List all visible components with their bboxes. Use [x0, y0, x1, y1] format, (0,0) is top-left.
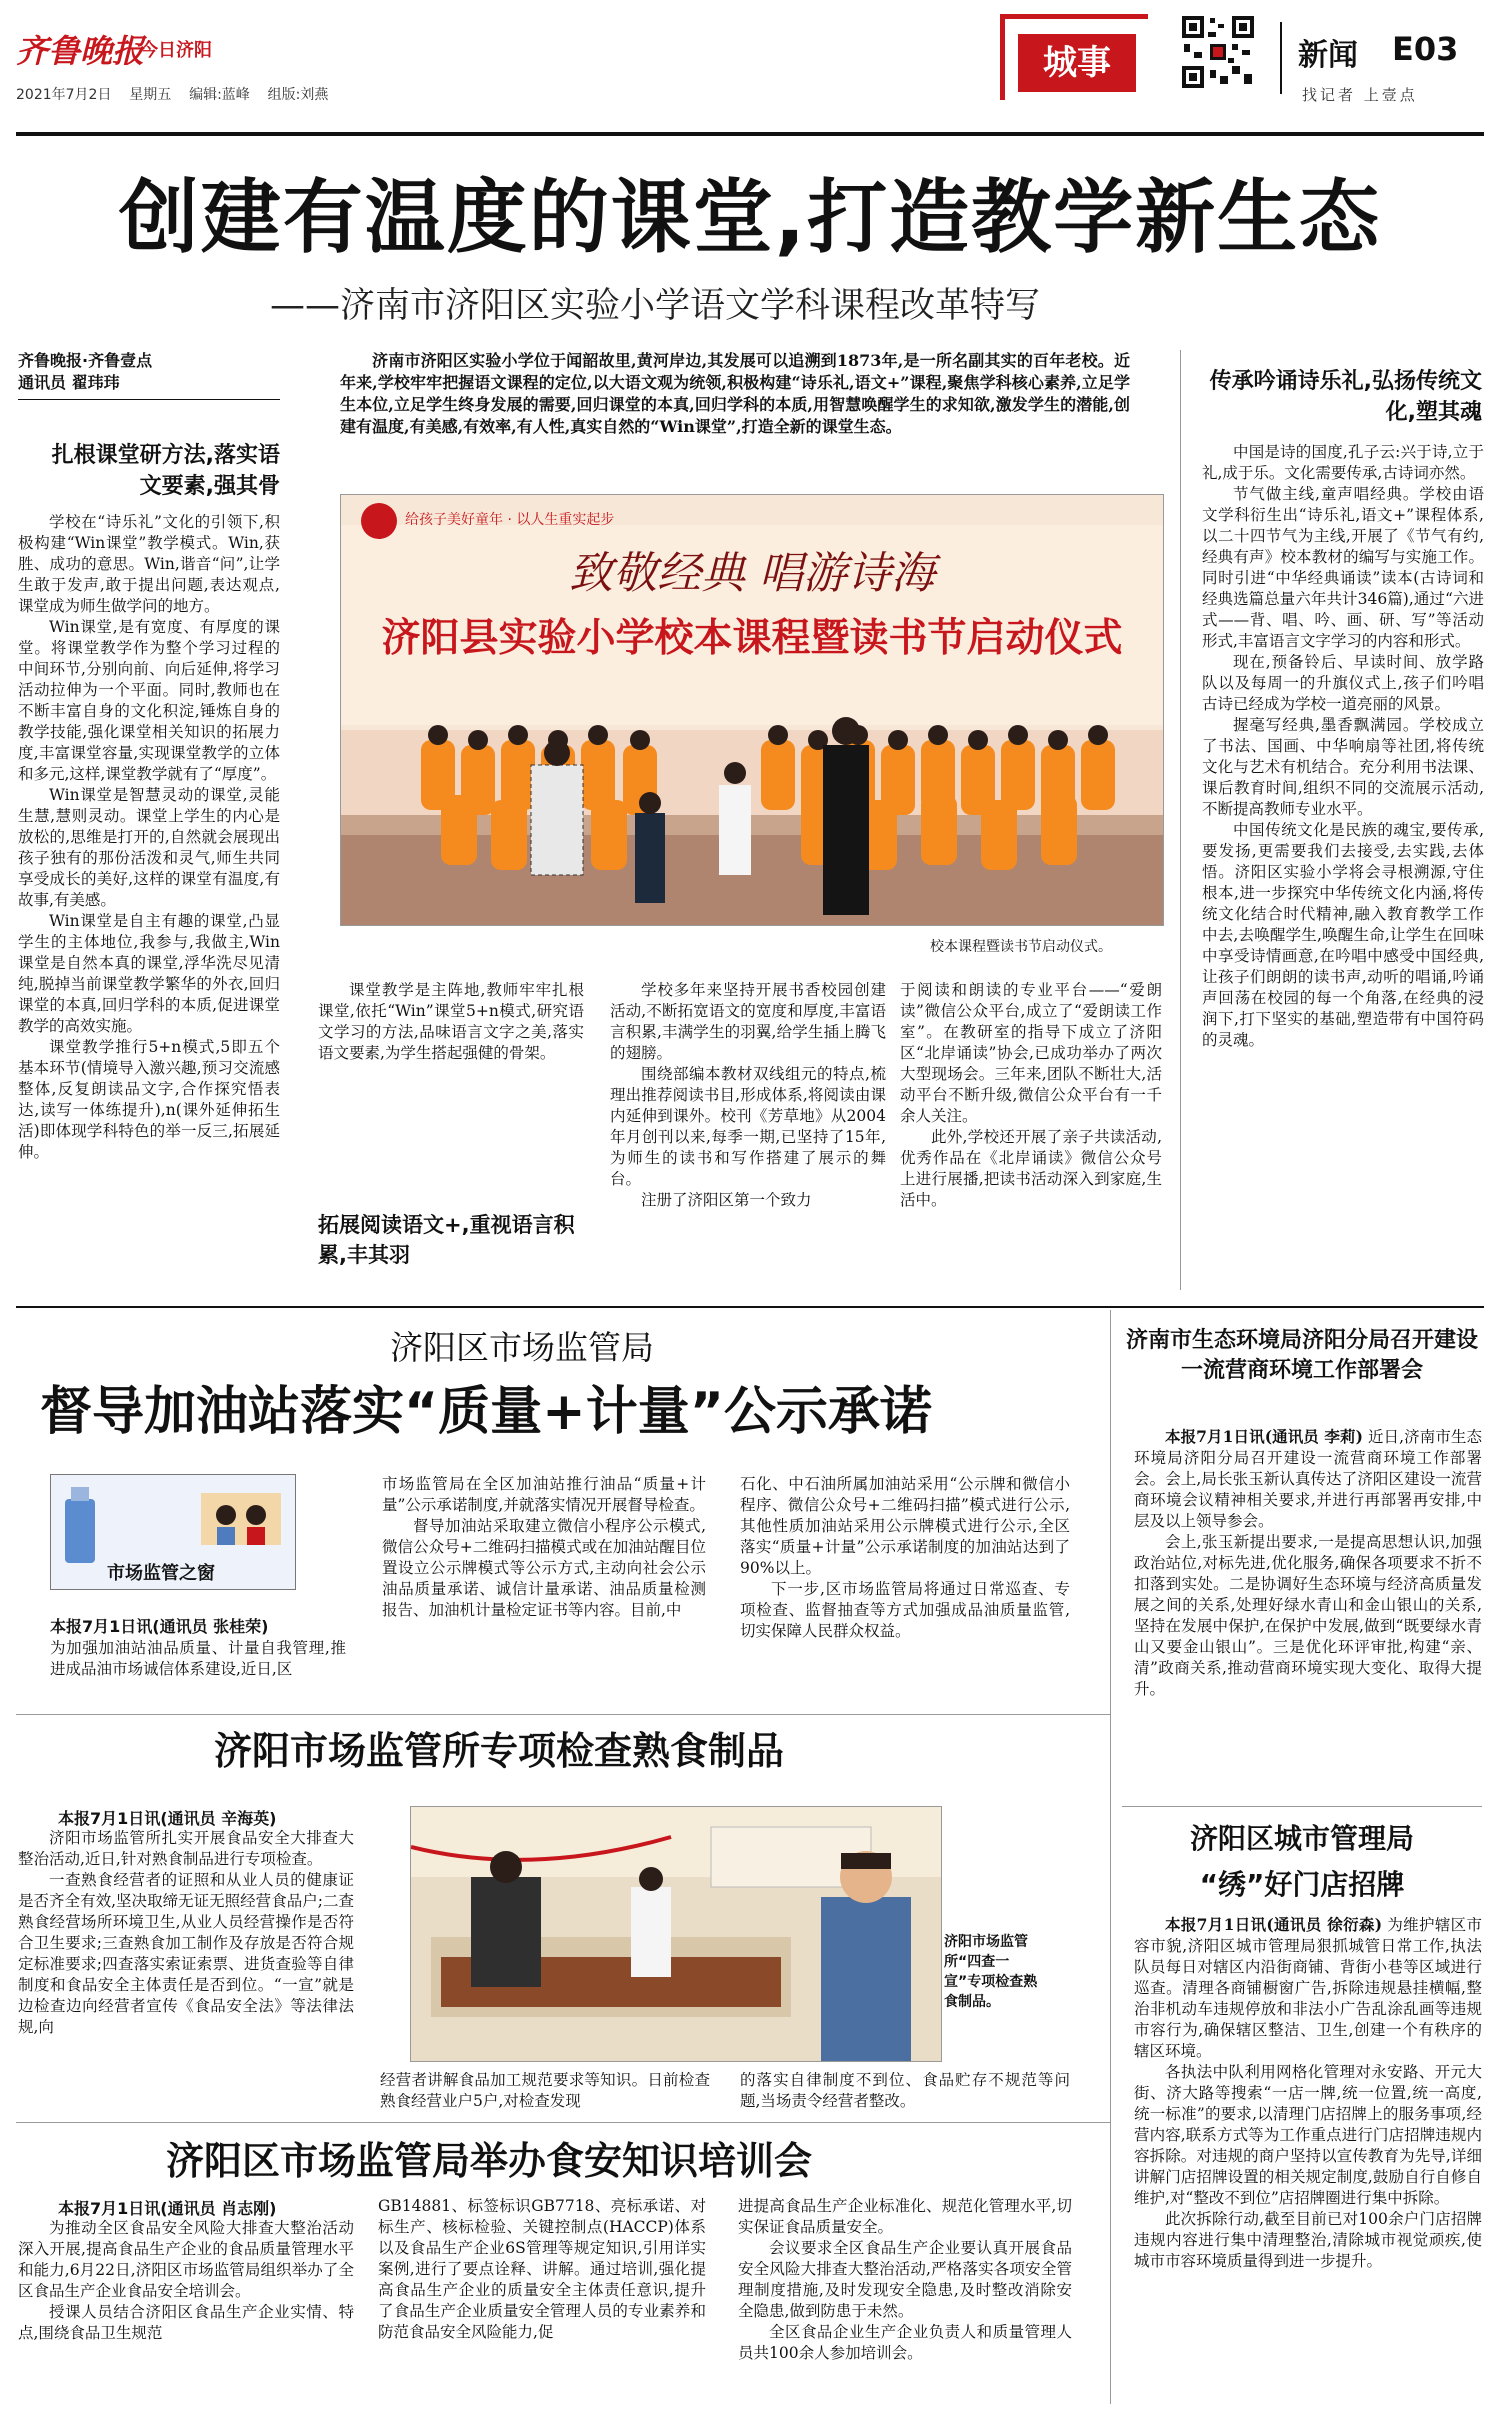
paragraph: 课堂教学推行5+n模式,5即五个基本环节(情境导入激兴趣,预习交流感整体,反复朗读品文字,合作探究悟表达,读写一体练提升),n(课外延伸拓生活)即体现学科特色的举一反三,拓展延伸。	[18, 1038, 280, 1161]
article1-title: 创建有温度的课堂,打造教学新生态	[118, 171, 1382, 264]
market-window-logo	[50, 1474, 296, 1590]
paragraph: 督导加油站采取建立微信小程序公示模式,微信公众号+二维码扫描模式或在加油站醒目位置设立公示牌模式等公示方式,主动向社会公示油品质量承诺、诚信计量承诺、油品质量检测报告、加油机计量检定证书等内容。目前,中	[382, 1517, 706, 1619]
section-rule	[16, 2122, 1110, 2123]
paragraph: Win课堂是智慧灵动的课堂,灵能生慧,慧则灵动。课堂上学生的内心是放松的,思维是打开的,自然就会展现出孩子独有的那份活泼和灵气,师生共同享受成长的美好,这样的课堂有温度,有故事,有美感。	[18, 786, 280, 909]
masthead-vertical-rule	[1280, 22, 1282, 94]
article3-lead-text: 近日,济南市生态环境局济阳分局召开建设一流营商环境工作部署会。会上,局长张玉新认真传达了济阳区建设一流营商环境会议精神相关要求,并进行再部署再安排,中层及以上领导参会。	[1134, 1428, 1482, 1530]
paragraph: 经营者讲解食品加工规范要求等知识。日前检查熟食经营业户5户,对检查发现	[380, 2071, 710, 2110]
section-badge: 城事	[1018, 34, 1136, 92]
article6-col2	[378, 2196, 706, 2406]
article5-body	[1134, 1914, 1482, 2406]
article5-title-line1: 济阳区城市管理局	[1189, 1822, 1414, 1855]
paragraph: 握毫写经典,墨香飘满园。学校成立了书法、国画、中华响扇等社团,将传统文化与艺术有机结合。充分利用书法课、课后教育时间,组织不同的交流展示活动,不断提高教师专业水平。	[1202, 716, 1484, 818]
article1-head2: 拓展阅读语文+,重视语言积累,丰其羽	[318, 1213, 575, 1267]
intro-paragraph: 济南市济阳区实验小学位于闻韶故里,黄河岸边,其发展可以追溯到1873年,是一所名副其实的百年老校。近年来,学校牢牢把握语文课程的定位,以大语文观为统领,积极构建“诗乐礼,语文+”课程,聚焦学科核心素养,立足学生本位,立足学生终身发展的需要,回归课堂的本真,回归学科的本质,用智慧唤醒学生的求知欲,激发学生的潜能,创建有温度,有美感,有效率,有人性,真实自然的“Win课堂”,打造全新的课堂生态。	[340, 351, 1130, 436]
paragraph: 节气做主线,童声唱经典。学校由语文学科衍生出“诗乐礼,语文+”课程体系,以二十四节气为主线,开展了《节气有约,经典有声》校本教材的编写与实施工作。同时引进“中华经典诵读”读本(古诗词和经典选篇总量六年共计346篇),通过“六进式——背、唱、吟、画、研、写”等活动形式,丰富语言文字学习的内容和形式。	[1202, 485, 1484, 650]
column-rule	[1180, 350, 1181, 1290]
article1-byline-2: 通讯员 翟玮玮	[18, 373, 120, 392]
article2-col1	[50, 1638, 346, 1702]
article4-col1	[18, 1828, 354, 2112]
article6-byline: 本报7月1日讯(通讯员 肖志刚)	[58, 2199, 277, 2218]
masthead-meta	[16, 84, 328, 104]
article2-col3	[740, 1474, 1070, 1706]
article3-byline: 本报7月1日讯(通讯员 李莉)	[1165, 1427, 1363, 1446]
photo-banner-top: 给孩子美好童年 · 以人生重实起步	[405, 512, 615, 528]
article1-intro	[340, 350, 1130, 482]
paragraph: 中国是诗的国度,孔子云:兴于诗,立于礼,成于乐。文化需要传承,古诗词亦然。	[1202, 443, 1484, 482]
issue-editor: 编辑:蓝峰	[189, 87, 250, 103]
article6-col3	[738, 2196, 1072, 2406]
article4-col3	[740, 2070, 1070, 2114]
paragraph: 此次拆除行动,截至目前已对100余户门店招牌违规内容进行集中清理整治,清除城市视觉顽疾,使城市市容环境质量得到进一步提升。	[1134, 2210, 1482, 2270]
byline-rule	[18, 399, 280, 400]
article1-col5	[1202, 442, 1484, 1294]
article1-byline	[18, 350, 152, 394]
section-rule	[1122, 1806, 1482, 1807]
paragraph: 全区食品企业生产企业负责人和质量管理人员共100余人参加培训会。	[738, 2323, 1072, 2362]
article3-body	[1134, 1426, 1482, 1806]
paragraph: Win课堂,是有宽度、有厚度的课堂。将课堂教学作为整个学习过程的中间环节,分别向前、向后延伸,将学习活动拉伸为一个平面。同时,教师也在不断丰富自身的文化积淀,锤炼自身的教学技能,强化课堂相关知识的拓展力度,丰富课堂容量,实现课堂教学的立体和多元,这样,课堂教学就有了“厚度”。	[18, 618, 280, 783]
photo-banner-main: 济阳县实验小学校本课程暨读书节启动仪式	[381, 616, 1123, 661]
paragraph	[1134, 1426, 1482, 1532]
issue-weekday: 星期五	[129, 87, 172, 103]
stage-photo	[340, 494, 1164, 926]
qr-code-icon	[1180, 14, 1256, 90]
masthead-rule	[16, 132, 1484, 136]
article5-title-line2: “绣”好门店招牌	[1199, 1868, 1405, 1901]
article2-byline: 本报7月1日讯(通讯员 张桂荣)	[50, 1617, 269, 1636]
paragraph: 课堂教学是主阵地,教师牢牢扎根课堂,依托“Win”课堂5+n模式,研究语文学习的方法,品味语言文字之美,落实语文要素,为学生搭起强健的骨架。	[318, 981, 584, 1062]
article4-byline: 本报7月1日讯(通讯员 辛海英)	[58, 1809, 277, 1828]
article4-col2	[380, 2070, 710, 2114]
paragraph: 一查熟食经营者的证照和从业人员的健康证是否齐全有效,坚决取缔无证无照经营食品户;二查熟食经营场所环境卫生,从业人员经营操作是否符合卫生要求;三查熟食加工制作及存放是否符合规定标准要求;四查落实索证索票、进货查验等自律制度和食品安全主体责任是否到位。“一宣”就是边检查边向经营者宣传《食品安全法》等法律法规,向	[18, 1871, 354, 2036]
article1-byline-1: 齐鲁晚报·齐鲁壹点	[18, 351, 153, 370]
paragraph: 的落实自律制度不到位、食品贮存不规范等问题,当场责令经营者整改。	[740, 2071, 1070, 2110]
deli-inspection-photo	[410, 1806, 942, 2062]
paragraph: 为推动全区食品安全风险大排查大整治活动深入开展,提高食品生产企业的食品质量管理水平和能力,6月22日,济阳区市场监管局组织举办了全区食品生产企业食品安全培训会。	[18, 2219, 354, 2300]
article2-title: 督导加油站落实“质量+计量”公示承诺	[40, 1382, 932, 1442]
paragraph: Win课堂是自主有趣的课堂,凸显学生的主体地位,我参与,我做主,Win课堂是自然本真的课堂,浮华洗尽见清纯,脱掉当前课堂教学繁华的外衣,回归课堂的本真,回归学科的本质,促进课堂教学的高效实施。	[18, 912, 280, 1035]
article1-col2	[318, 980, 584, 1180]
article1-col4	[900, 980, 1162, 1294]
article1-head3: 传承吟诵诗乐礼,弘扬传统文化,塑其魂	[1209, 369, 1482, 425]
paragraph	[1134, 1914, 1482, 2062]
photo-banner-slogan: 致敬经典 唱游诗海	[569, 548, 935, 599]
article2-kicker: 济阳区市场监管局	[390, 1328, 654, 1367]
masthead-edition: 今日济阳	[140, 40, 212, 61]
article6-col1	[18, 2218, 354, 2406]
paragraph: 围绕部编本教材双线组元的特点,梳理出推荐阅读书目,形成体系,将阅读由课内延伸到课外。校刊《芳草地》从2004年月创刊以来,每季一期,已坚持了15年,为师生的读书和写作搭建了展示的舞台。	[610, 1065, 886, 1188]
paragraph: 会议要求全区食品生产企业要认真开展食品安全风险大排查大整治活动,严格落实各项安全管理制度措施,及时发现安全隐患,及时整改消除安全隐患,做到防患于未然。	[738, 2239, 1072, 2320]
article3-title: 济南市生态环境局济阳分局召开建设一流营商环境工作部署会	[1125, 1328, 1478, 1383]
issue-layout: 组版:刘燕	[267, 87, 329, 103]
article4-title: 济阳市场监管所专项检查熟食制品	[214, 1729, 785, 1773]
article5-title	[1122, 1816, 1482, 1908]
paragraph: 下一步,区市场监管局将通过日常巡查、专项检查、监督抽查等方式加强成品油质量监管,切实保障人民群众权益。	[740, 1580, 1070, 1640]
article6-title: 济阳区市场监管局举办食安知识培训会	[166, 2139, 813, 2183]
article5-byline: 本报7月1日讯(通讯员 徐衍森)	[1165, 1915, 1383, 1934]
paragraph: 各执法中队利用网格化管理对永安路、开元大街、济大路等搜索“一店一牌,统一位置,统一高度,统一标准”的要求,以清理门店招牌上的服务事项,经营内容,联系方式等为工作重点进行门店招牌违规内容拆除。对违规的商户坚持以宣传教育为先导,详细讲解门店招牌设置的相关规定制度,鼓励自行自修自维护,对“整改不到位”店招牌圈进行集中拆除。	[1134, 2063, 1482, 2207]
article2-col2	[382, 1474, 706, 1706]
paragraph: 于阅读和朗读的专业平台——“爱朗读”微信公众平台,成立了“爱朗读工作室”。在教研室的指导下成立了济阳区“北岸诵读”协会,已成功举办了两次大型现场会。三年来,团队不断壮大,活动平台不断升级,微信公众平台有一千余人关注。	[900, 981, 1162, 1125]
section-rule	[16, 1714, 1110, 1715]
article5-lead-text: 为维护辖区市容市貌,济阳区城市管理局狠抓城管日常工作,执法队员每日对辖区内沿街商铺、背街小巷等区域进行巡查。清理各商铺橱窗广告,拆除违规悬挂横幅,整治非机动车违规停放和非法小广告乱涂乱画等违规市容行为,确保辖区整洁、卫生,创建一个有秩序的辖区环境。	[1134, 1916, 1482, 2060]
slogan: 找记者 上壹点	[1302, 86, 1418, 104]
paragraph: 进提高食品生产企业标准化、规范化管理水平,切实保证食品质量安全。	[738, 2197, 1072, 2236]
photo-caption: 校本课程暨读书节启动仪式。	[930, 939, 1112, 955]
paragraph: 会上,张玉新提出要求,一是提高思想认识,加强政治站位,对标先进,优化服务,确保各项要求不折不扣落到实处。二是协调好生态环境与经济高质量发展之间的关系,处理好绿水青山和金山银山的关系,坚持在发展中保护,在保护中发展,做到“既要绿水青山又要金山银山”。三是优化环评审批,构建“亲、清”政商关系,推动营商环境实现大变化、取得大提升。	[1134, 1533, 1482, 1698]
masthead-logo: 齐鲁晚报	[16, 32, 145, 70]
market-window-label: 市场监管之窗	[107, 1563, 215, 1584]
deli-photo-caption: 济阳市场监管所“四查一宣”专项检查熟食制品。	[944, 1934, 1038, 2010]
paragraph: 授课人员结合济阳区食品生产企业实情、特点,围绕食品卫生规范	[18, 2303, 354, 2342]
paragraph: 为加强加油站油品质量、计量自我管理,推进成品油市场诚信体系建设,近日,区	[50, 1639, 346, 1678]
article1-col3	[610, 980, 886, 1294]
news-label: 新闻	[1298, 38, 1358, 73]
issue-date: 2021年7月2日	[16, 87, 112, 103]
paragraph: 石化、中石油所属加油站采用“公示牌和微信小程序、微信公众号+二维码扫描”模式进行公示,其他性质加油站采用公示牌模式进行公示,全区落实“质量+计量”公示承诺制度的加油站达到了90%以上。	[740, 1475, 1070, 1577]
paragraph: 市场监管局在全区加油站推行油品“质量+计量”公示承诺制度,并就落实情况开展督导检查。	[382, 1475, 706, 1514]
section-rule	[16, 1306, 1484, 1308]
page-number: E03	[1392, 30, 1459, 68]
paragraph: 此外,学校还开展了亲子共读活动,优秀作品在《北岸诵读》微信公众号上进行展播,把读书活动深入到家庭,生活中。	[900, 1128, 1162, 1209]
paragraph: 学校多年来坚持开展书香校园创建活动,不断拓宽语文的宽度和厚度,丰富语言积累,丰满学生的羽翼,给学生插上腾飞的翅膀。	[610, 981, 886, 1062]
article1-head1: 扎根课堂研方法,落实语文要素,强其骨	[51, 443, 280, 499]
paragraph: 学校在“诗乐礼”文化的引领下,积极构建“Win课堂”教学模式。Win,获胜、成功的意思。Win,谐音“问”,让学生敢于发声,敢于提出问题,表达观点,课堂成为师生做学问的地方。	[18, 513, 280, 615]
column-rule	[1110, 1310, 1111, 2404]
article1-col1	[18, 512, 280, 1302]
paragraph: 中国传统文化是民族的魂宝,要传承,要发扬,更需要我们去接受,去实践,去体悟。济阳区实验小学将会寻根溯源,守住根本,进一步探究中华传统文化内涵,将传统文化结合时代精神,融入教育教学工作中去,去唤醒学生,唤醒生命,让学生在回味中享受诗情画意,在吟唱中感受中国经典,让孩子们朗朗的读书声,动听的唱诵,吟诵声回荡在校园的每一个角落,在经典的浸润下,打下坚实的基础,塑造带有中国符码的灵魂。	[1202, 821, 1484, 1049]
article1-subtitle: ——济南市济阳区实验小学语文学科课程改革特写	[270, 286, 1041, 326]
paragraph: 济阳市场监管所扎实开展食品安全大排查大整治活动,近日,针对熟食制品进行专项检查。	[18, 1829, 354, 1868]
paragraph: GB14881、标签标识GB7718、亮标承诺、对标生产、核标检验、关键控制点(HACCP)体系以及食品生产企业6S管理等规定知识,引用详实案例,进行了要点诠释、讲解。通过培训,强化提高食品生产企业的质量安全主体责任意识,提升了食品生产企业质量安全管理人员的专业素养和防范食品安全风险能力,促	[378, 2197, 706, 2341]
paragraph: 注册了济阳区第一个致力	[641, 1191, 812, 1209]
paragraph: 现在,预备铃后、早读时间、放学路队以及每周一的升旗仪式上,孩子们吟唱古诗已经成为学校一道亮丽的风景。	[1202, 653, 1484, 713]
masthead	[0, 0, 1500, 140]
